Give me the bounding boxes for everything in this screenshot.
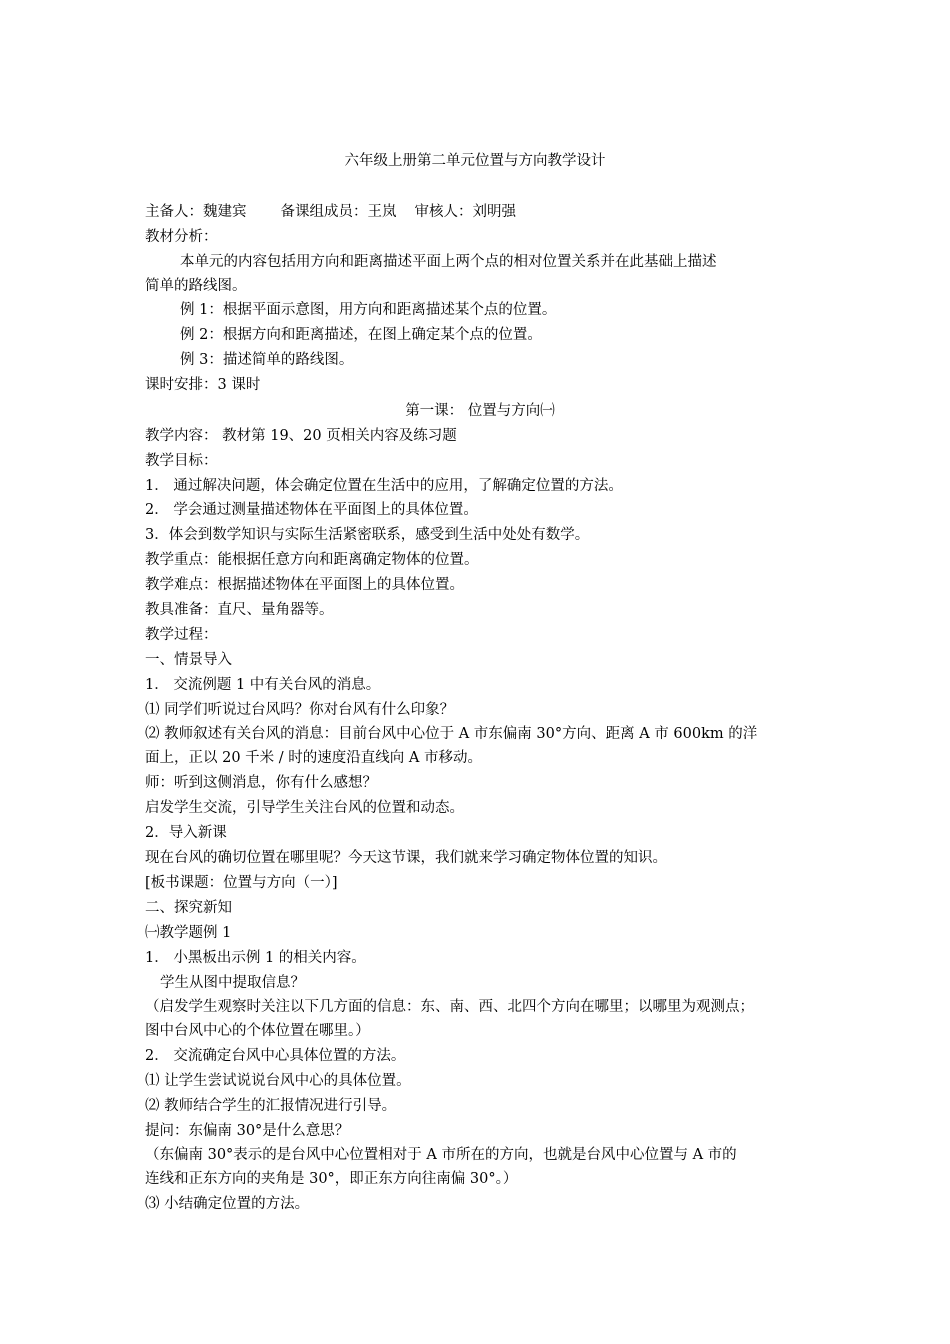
example-item: 例 2：根据方向和距离描述，在图上确定某个点的位置。 <box>180 327 542 343</box>
list-item: ⑵ 教师叙述有关台风的消息：目前台风中心位于 A 市东偏南 30°方向、距离 A 市 600km 的洋 <box>145 726 758 742</box>
list-item: 2．导入新课 <box>145 825 227 841</box>
section-heading: 一、情景导入 <box>145 652 232 668</box>
teaching-content: 教学内容： 教材第 19、20 页相关内容及练习题 <box>145 428 457 444</box>
section-heading: 二、探究新知 <box>145 900 232 916</box>
example-item: 例 3：描述简单的路线图。 <box>180 352 354 368</box>
goal-item: 3．体会到数学知识与实际生活紧密联系，感受到生活中处处有数学。 <box>145 527 590 543</box>
goals-heading: 教学目标： <box>145 453 218 469</box>
analysis-heading: 教材分析： <box>145 229 218 245</box>
difficulty: 教学难点：根据描述物体在平面图上的具体位置。 <box>145 577 464 593</box>
paragraph: 连线和正东方向的夹角是 30°，即正东方向往南偏 30°。） <box>145 1171 518 1187</box>
paragraph: （启发学生观察时关注以下几方面的信息：东、南、西、北四个方向在哪里；以哪里为观测点； <box>145 999 754 1015</box>
paragraph: [板书课题：位置与方向（一）] <box>145 875 338 891</box>
lesson-title: 第一课： 位置与方向㈠ <box>405 403 555 419</box>
paragraph: 学生从图中提取信息？ <box>160 975 305 991</box>
analysis-paragraph-line: 简单的路线图。 <box>145 278 247 294</box>
list-item: ⑵ 教师结合学生的汇报情况进行引导。 <box>145 1098 397 1114</box>
list-item: ⑶ 小结确定位置的方法。 <box>145 1196 310 1212</box>
reviewer: 审核人：刘明强 <box>414 204 516 220</box>
paragraph: 现在台风的确切位置在哪里呢？今天这节课，我们就来学习确定物体位置的知识。 <box>145 850 667 866</box>
header-info <box>145 203 815 221</box>
list-item: 1． 交流例题 1 中有关台风的消息。 <box>145 677 381 693</box>
process-heading: 教学过程： <box>145 627 218 643</box>
document-title: 六年级上册第二单元位置与方向教学设计 <box>344 153 606 169</box>
members: 备课组成员：王岚 <box>280 204 397 220</box>
tools: 教具准备：直尺、量角器等。 <box>145 602 334 618</box>
example-item: 例 1：根据平面示意图，用方向和距离描述某个点的位置。 <box>180 302 557 318</box>
sub-heading: ㈠教学题例 1 <box>145 925 232 941</box>
paragraph: （东偏南 30°表示的是台风中心位置相对于 A 市所在的方向，也就是台风中心位置与 A 市的 <box>145 1147 737 1163</box>
goal-item: 2． 学会通过测量描述物体在平面图上的具体位置。 <box>145 502 478 518</box>
analysis-paragraph-line: 本单元的内容包括用方向和距离描述平面上两个点的相对位置关系并在此基础上描述 <box>180 254 717 270</box>
key-point: 教学重点：能根据任意方向和距离确定物体的位置。 <box>145 552 479 568</box>
paragraph: 图中台风中心的个体位置在哪里。） <box>145 1023 370 1039</box>
author: 主备人：魏建宾 <box>145 204 247 220</box>
list-item: ⑴ 同学们听说过台风吗？你对台风有什么印象？ <box>145 702 455 718</box>
list-item: 2． 交流确定台风中心具体位置的方法。 <box>145 1048 406 1064</box>
list-item: 面上，正以 20 千米 / 时的速度沿直线向 A 市移动。 <box>145 750 482 766</box>
paragraph: 提问：东偏南 30°是什么意思？ <box>145 1123 350 1139</box>
goal-item: 1． 通过解决问题，体会确定位置在生活中的应用，了解确定位置的方法。 <box>145 478 623 494</box>
paragraph: 启发学生交流，引导学生关注台风的位置和动态。 <box>145 800 464 816</box>
list-item: ⑴ 让学生尝试说说台风中心的具体位置。 <box>145 1073 411 1089</box>
paragraph: 师：听到这侧消息，你有什么感想？ <box>145 775 377 791</box>
schedule: 课时安排：3 课时 <box>145 377 261 393</box>
list-item: 1． 小黑板出示例 1 的相关内容。 <box>145 950 366 966</box>
